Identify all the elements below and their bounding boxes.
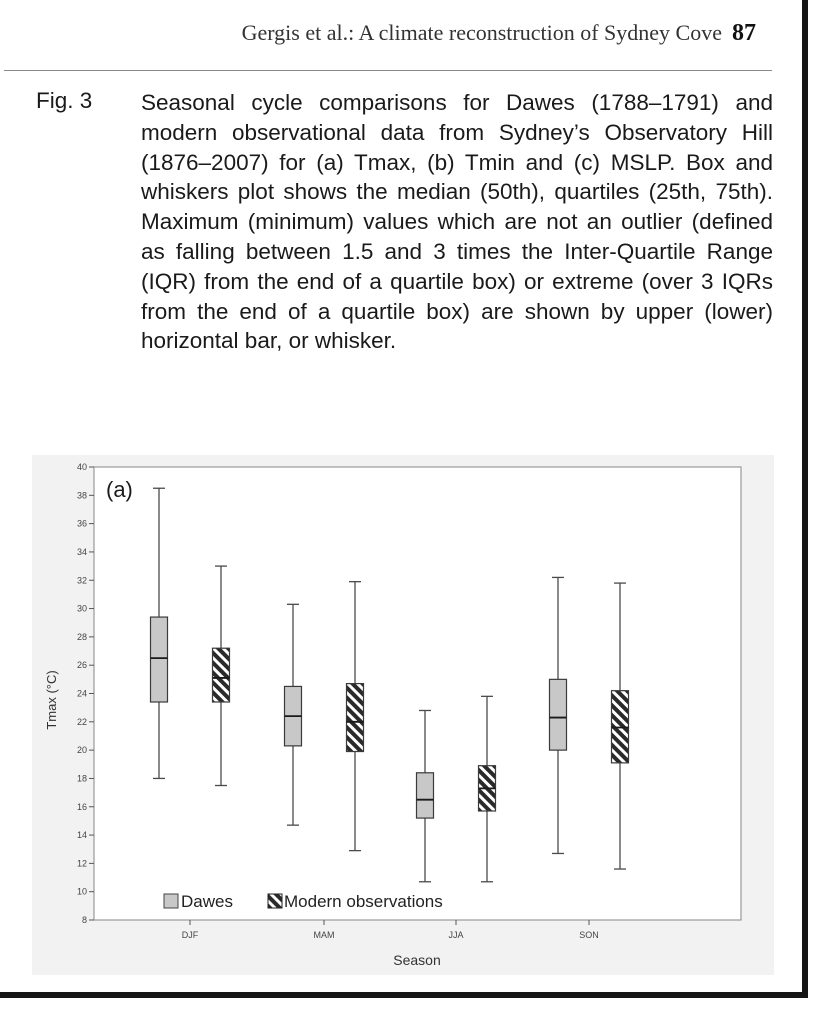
y-tick-label: 36 xyxy=(76,518,87,529)
legend xyxy=(164,892,443,911)
legend-swatch-modern xyxy=(268,894,282,908)
running-title: Gergis et al.: A climate reconstruction of Sydney Cove xyxy=(241,20,722,45)
y-tick-label: 40 xyxy=(76,462,87,472)
figure-label: Fig. 3 xyxy=(36,88,93,113)
y-tick-label: 8 xyxy=(81,915,87,925)
y-tick-label: 30 xyxy=(76,603,87,614)
box-dawes xyxy=(550,679,567,750)
header-rule xyxy=(4,70,772,71)
box-dawes xyxy=(417,773,434,818)
x-tick-label: SON xyxy=(579,930,599,940)
boxplot-chart xyxy=(32,455,774,975)
y-tick-label: 28 xyxy=(76,631,87,642)
panel-label: (a) xyxy=(106,477,133,502)
x-tick-label: MAM xyxy=(313,930,335,940)
box-modern xyxy=(213,648,230,702)
y-axis-label: Tmax (°C) xyxy=(44,670,59,730)
y-tick-label: 18 xyxy=(76,773,87,784)
figure-caption: Seasonal cycle comparisons for Dawes (1788–1791) and modern observational data from Sydney’s Observatory Hill (1876–2007) for (a) Tmax, (b) Tmin and (c) MSLP. Box and whiskers plot shows the median (50th), quartiles (25th, 75th). Maximum (minimum) values which are not an outlier (defined as falling between 1.5 and 3 times the Inter-Quartile Range (IQR) from the end of a quartile box) or extreme (over 3 IQRs from the end of a quartile box) are shown by upper (lower) horizontal bar, or whisker. xyxy=(141,90,773,354)
plot-area xyxy=(94,467,741,920)
legend-swatch-dawes xyxy=(164,894,178,908)
y-tick-label: 26 xyxy=(76,660,87,671)
running-header xyxy=(242,20,756,47)
y-tick-label: 16 xyxy=(76,801,87,812)
x-tick-label: JJA xyxy=(448,930,464,940)
y-tick-label: 32 xyxy=(76,575,87,586)
y-tick-label: 14 xyxy=(76,830,87,841)
legend-label-modern: Modern observations xyxy=(284,892,443,911)
box-modern xyxy=(347,684,364,752)
y-tick-label: 24 xyxy=(76,688,87,699)
box-dawes xyxy=(151,617,168,702)
y-tick-label: 38 xyxy=(76,490,87,501)
y-tick-label: 12 xyxy=(76,858,87,869)
x-axis-label: Season xyxy=(393,952,441,968)
y-tick-label: 10 xyxy=(76,886,87,897)
y-tick-label: 34 xyxy=(76,546,87,557)
y-tick-label: 20 xyxy=(76,745,87,756)
page-number: 87 xyxy=(732,20,756,46)
legend-label-dawes: Dawes xyxy=(181,892,233,911)
x-tick-label: DJF xyxy=(181,930,199,940)
y-tick-label: 22 xyxy=(76,716,87,727)
